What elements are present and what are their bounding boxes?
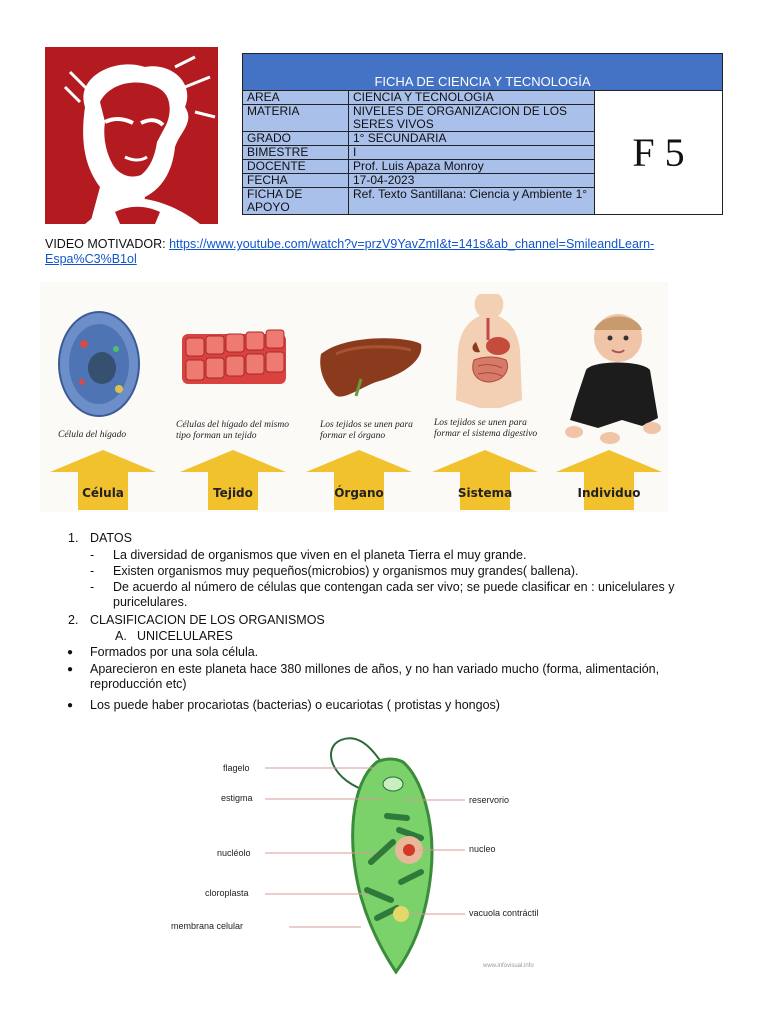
list-item: La diversidad de organismos que viven en el planeta Tierra el muy grande. <box>113 548 527 562</box>
row-value: Ref. Texto Santillana: Ciencia y Ambiente 1° <box>349 188 595 215</box>
diagram-label: estigma <box>221 793 253 803</box>
section-title: DATOS <box>90 531 132 545</box>
level-caption: Células del hígado del mismo tipo forman un tejido <box>176 420 289 441</box>
row-value: NIVELES DE ORGANIZACION DE LOS SERES VIVOS <box>349 105 595 132</box>
liver-icon <box>316 334 426 404</box>
level-caption: Los tejidos se unen para formar el órgano <box>320 420 413 441</box>
diagram-label: membrana celular <box>171 921 244 931</box>
row-value: CIENCIA Y TECNOLOGIA <box>349 91 595 105</box>
video-link[interactable]: https://www.youtube.com/watch?v=przV9YavZmI&t=141s&ab_channel=SmileandLearn-Espa%C3%B1ol <box>45 237 655 266</box>
info-table <box>242 53 723 215</box>
diagram-label: nucleo <box>469 844 496 854</box>
video-line <box>45 237 735 267</box>
row-value: 17-04-2023 <box>349 174 595 188</box>
diagram-label: reservorio <box>469 795 510 805</box>
euglena-diagram <box>171 722 563 978</box>
tissue-icon <box>178 322 290 394</box>
cell-icon <box>54 304 144 419</box>
bullet-item: Aparecieron en este planeta hace 380 millones de años, y no han variado mucho (forma, alimentación, reproducción etc) <box>90 662 660 691</box>
row-value: Prof. Luis Apaza Monroy <box>349 160 595 174</box>
row-value: I <box>349 146 595 160</box>
diagram-label: vacuola contráctil <box>469 908 539 918</box>
list-item: De acuerdo al número de células que contengan cada ser vivo; se puede clasificar en : unicelulares y puricelulares. <box>113 580 675 609</box>
beethoven-portrait-icon <box>45 47 218 224</box>
row-label: MATERIA <box>243 105 349 132</box>
level-label: Individuo <box>577 486 641 500</box>
level-caption: Célula del hígado <box>58 430 127 440</box>
bullet-item: Los puede haber procariotas (bacterias) o eucariotas ( protistas y hongos) <box>90 698 500 712</box>
row-label: FICHA DE APOYO <box>243 188 349 215</box>
level-arrow <box>556 450 662 510</box>
row-label: BIMESTRE <box>243 146 349 160</box>
level-arrow <box>306 450 412 510</box>
level-label: Sistema <box>457 486 513 500</box>
level-arrow <box>180 450 286 510</box>
row-label: AREA <box>243 91 349 105</box>
list-item: Existen organismos muy pequeños(microbios) y organismos muy grandes( ballena). <box>113 564 579 578</box>
video-label: VIDEO MOTIVADOR: <box>45 237 170 251</box>
level-label: Célula <box>82 486 124 500</box>
section-number: 1. <box>68 531 79 545</box>
row-label: GRADO <box>243 132 349 146</box>
section-title: CLASIFICACION DE LOS ORGANISMOS <box>90 613 325 627</box>
row-label: DOCENTE <box>243 160 349 174</box>
subsection-title: UNICELULARES <box>137 629 233 643</box>
row-value: 1° SECUNDARIA <box>349 132 595 146</box>
level-label: Tejido <box>213 486 253 500</box>
bullet-item: Formados por una sola célula. <box>90 645 259 659</box>
section-number: 2. <box>68 613 79 627</box>
subsection-number: A. <box>115 629 127 643</box>
row-label: FECHA <box>243 174 349 188</box>
level-label: Órgano <box>334 486 384 500</box>
watermark: www.infovisual.info <box>483 963 534 969</box>
sheet-title: FICHA DE CIENCIA Y TECNOLOGÍA <box>243 54 723 91</box>
level-caption: Los tejidos se unen para formar el sistema digestivo <box>434 418 538 439</box>
baby-icon <box>562 308 666 450</box>
diagram-label: nucléolo <box>217 848 251 858</box>
digestive-system-icon <box>450 290 530 414</box>
level-arrow <box>432 450 538 510</box>
sheet-code: F 5 <box>595 91 723 215</box>
diagram-label: cloroplasta <box>205 888 249 898</box>
level-arrow <box>50 450 156 510</box>
school-logo <box>45 47 218 224</box>
diagram-label: flagelo <box>223 763 250 773</box>
organization-levels-figure <box>40 282 668 512</box>
